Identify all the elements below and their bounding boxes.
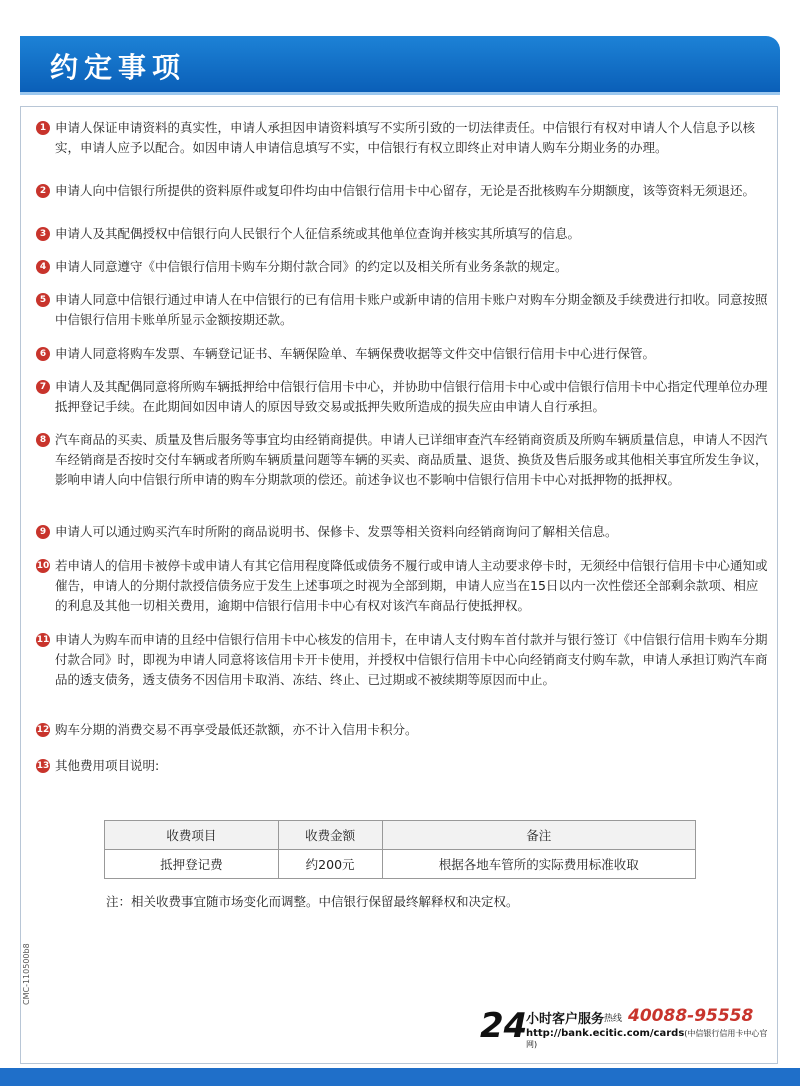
page-title: 约定事项 [50,51,187,84]
item-number-badge: 6 [36,347,50,361]
table-cell: 约200元 [278,850,382,879]
item-text: 申请人及其配偶授权中信银行向人民银行个人征信系统或其他单位查询并核实其所填写的信息。 [55,226,581,241]
title-bar [20,36,780,92]
term-item [36,118,768,158]
item-text: 若申请人的信用卡被停卡或申请人有其它信用程度降低或债务不履行或申请人主动要求停卡时，无须经中信银行信用卡中心通知或催告，申请人的分期付款授信债务应于发生上述事项之时视为全部到期，申请人应当在15日以内一次性偿还全部剩余款项、相应的利息及其他一切相关费用，逾期中信银行信用卡中心有权对该汽车商品行使抵押权。 [55,558,768,613]
term-item [36,344,768,364]
item-text: 申请人为购车而申请的且经中信银行信用卡中心核发的信用卡，在申请人支付购车首付款并与银行签订《中信银行信用卡购车分期付款合同》时，即视为申请人同意将该信用卡开卡使用，并授权中信银行信用卡中心向经销商支付购车款，申请人承担订购汽车商品的透支债务，透支债务不因信用卡取消、冻结、终止、已过期或不被续期等原因而中止。 [55,632,768,687]
website-url [526,1028,770,1050]
item-number-badge: 3 [36,227,50,241]
table-cell: 抵押登记费 [105,850,279,879]
table-header-cell: 收费项目 [105,821,279,850]
table-header-row [105,821,696,850]
item-number-badge: 12 [36,725,50,735]
service-hours: 24 [480,1006,528,1046]
item-text: 其他费用项目说明: [55,758,160,773]
item-number-badge: 11 [36,635,50,645]
table-header-cell: 收费金额 [278,821,382,850]
hotline-label: 热线 [604,1014,623,1024]
item-number-badge: 13 [36,761,50,771]
item-number-badge: 4 [36,260,50,274]
item-text: 申请人可以通过购买汽车时所附的商品说明书、保修卡、发票等相关资料向经销商询问了解相关信息。 [55,524,618,539]
item-text: 汽车商品的买卖、质量及售后服务等事宜均由经销商提供。申请人已详细审查汽车经销商资质及所购车辆质量信息，申请人不因汽车经销商是否按时交付车辆或者所购车辆质量问题等车辆的买卖、商品质量、退货、换货及售后服务或其他相关事宜所发生争议，影响申请人向中信银行所申请的购车分期款项的偿还。前述争议也不影响中信银行信用卡中心对抵押物的抵押权。 [55,432,768,487]
title-underline [20,92,780,95]
item-text: 申请人及其配偶同意将所购车辆抵押给中信银行信用卡中心，并协助中信银行信用卡中心或中信银行信用卡中心指定代理单位办理抵押登记手续。在此期间如因申请人的原因导致交易或抵押失败所造成的损失应由申请人自行承担。 [55,379,768,414]
item-number-badge: 9 [36,525,50,539]
term-item [36,430,768,490]
item-text: 申请人同意遵守《中信银行信用卡购车分期付款合同》的约定以及相关所有业务条款的规定。 [55,259,568,274]
term-item [36,756,768,776]
term-item [36,522,768,542]
service-label: 小时客户服务 [526,1012,605,1027]
term-item [36,224,768,244]
term-item [36,290,768,330]
item-number-badge: 5 [36,293,50,307]
customer-service-block [480,1006,770,1049]
item-number-badge: 10 [36,561,50,571]
term-item [36,720,768,740]
item-number-badge: 1 [36,121,50,135]
document-code: CMC-110500b8 [22,943,31,1005]
term-item [36,257,768,277]
website-note: (中信银行信用卡中心官网) [526,1029,768,1049]
table-header-cell: 备注 [382,821,695,850]
website-link[interactable]: http://bank.ecitic.com/cards [526,1028,685,1039]
term-item [36,181,768,201]
item-text: 申请人保证申请资料的真实性，申请人承担因申请资料填写不实所引致的一切法律责任。中信银行有权对申请人个人信息予以核实，申请人应予以配合。如因申请人申请信息填写不实，中信银行有权立即终止对申请人购车分期业务的办理。 [55,120,756,155]
item-text: 申请人同意中信银行通过申请人在中信银行的已有信用卡账户或新申请的信用卡账户对购车分期金额及手续费进行扣收。同意按照中信银行信用卡账单所显示金额按期还款。 [55,292,768,327]
item-number-badge: 8 [36,433,50,447]
item-text: 申请人向中信银行所提供的资料原件或复印件均由中信银行信用卡中心留存，无论是否批核购车分期额度，该等资料无须退还。 [55,183,756,198]
hotline-number: 40088-95558 [628,1006,754,1026]
term-item [36,630,768,690]
table-row [105,850,696,879]
footer-bar [0,1068,800,1086]
term-item [36,556,768,616]
item-number-badge: 2 [36,184,50,198]
table-cell: 根据各地车管所的实际费用标准收取 [382,850,695,879]
item-text: 申请人同意将购车发票、车辆登记证书、车辆保险单、车辆保费收据等文件交中信银行信用卡中心进行保管。 [55,346,656,361]
fee-table [104,820,696,879]
item-number-badge: 7 [36,380,50,394]
fee-note: 注：相关收费事宜随市场变化而调整。中信银行保留最终解释权和决定权。 [106,894,519,909]
item-text: 购车分期的消费交易不再享受最低还款额，亦不计入信用卡积分。 [55,722,418,737]
term-item [36,377,768,417]
